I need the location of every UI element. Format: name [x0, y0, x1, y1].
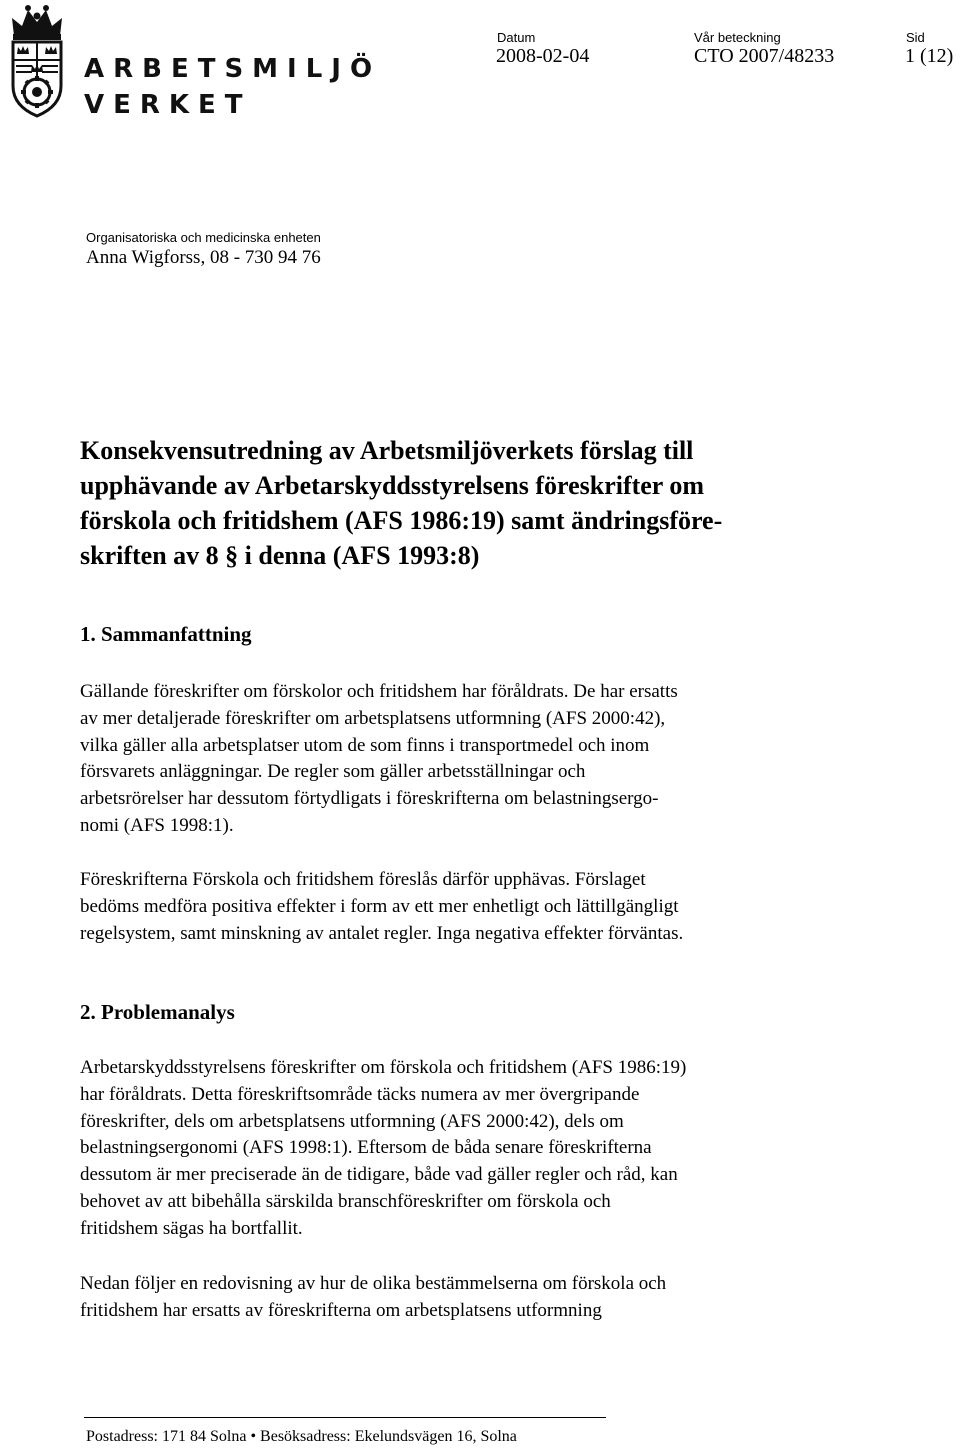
paragraph [80, 1055, 880, 1243]
logo-text-line2: VERKET [84, 90, 252, 120]
footer-address: Postadress: 171 84 Solna • Besöksadress: Ekelundsvägen 16, Solna [86, 1428, 517, 1445]
paragraph [80, 1271, 880, 1325]
reference-label: Vår beteckning [694, 30, 781, 45]
text-line: dessutom är mer preciserade än de tidigare, både vad gäller regler och råd, kan [80, 1164, 678, 1186]
logo-text-line1: ARBETSMILJÖ [84, 54, 382, 84]
text-line: av mer detaljerade föreskrifter om arbetsplatsens utformning (AFS 2000:42), [80, 707, 666, 729]
section-heading-sammanfattning: 1. Sammanfattning [80, 622, 252, 646]
text-line: Arbetarskyddsstyrelsens föreskrifter om förskola och fritidshem (AFS 1986:19) [80, 1057, 687, 1078]
text-line: Nedan följer en redovisning av hur de olika bestämmelserna om förskola och [80, 1273, 667, 1294]
department-unit: Organisatoriska och medicinska enheten [86, 230, 321, 245]
text-line: bedöms medföra positiva effekter i form av ett mer enhetligt och lättillgängligt [80, 895, 679, 917]
reference-value: CTO 2007/48233 [694, 45, 835, 67]
page-value: 1 (12) [905, 45, 954, 67]
text-line: arbetsrörelser har dessutom förtydligats i föreskrifterna om belastningsergo- [80, 788, 659, 810]
paragraph [80, 867, 880, 947]
text-line: fritidshem sägas ha bortfallit. [80, 1217, 303, 1239]
document-title [80, 433, 890, 573]
text-line: Gällande föreskrifter om förskolor och fritidshem har föråldrats. De har ersatts [80, 681, 678, 702]
title-line: förskola och fritidshem (AFS 1986:19) samt ändringsföre- [80, 506, 723, 535]
paragraph [80, 679, 880, 840]
text-line: fritidshem har ersatts av föreskrifterna om arbetsplatsens utformning [80, 1299, 602, 1321]
title-line: skriften av 8 § i denna (AFS 1993:8) [80, 541, 480, 570]
crown-emblem-icon [4, 2, 70, 120]
text-line: belastningsergonomi (AFS 1998:1). Eftersom de båda senare föreskrifterna [80, 1137, 652, 1159]
footer-divider [84, 1417, 606, 1418]
text-line: behovet av att bibehålla särskilda branschföreskrifter om förskola och [80, 1190, 611, 1212]
title-line: Konsekvensutredning av Arbetsmiljöverkets förslag till [80, 436, 694, 465]
date-label: Datum [497, 30, 536, 45]
text-line: nomi (AFS 1998:1). [80, 814, 234, 836]
contact-person: Anna Wigforss, 08 - 730 94 76 [86, 247, 321, 268]
text-line: regelsystem, samt minskning av antalet regler. Inga negativa effekter förväntas. [80, 922, 684, 944]
page-label: Sid [906, 30, 925, 45]
text-line: försvarets anläggningar. De regler som gäller arbetsställningar och [80, 761, 586, 783]
text-line: vilka gäller alla arbetsplatser utom de som finns i transportmedel och inom [80, 734, 650, 756]
text-line: föreskrifter, dels om arbetsplatsens utformning (AFS 2000:42), dels om [80, 1110, 624, 1132]
text-line: har föråldrats. Detta föreskriftsområde täcks numera av mer övergripande [80, 1083, 640, 1105]
date-value: 2008-02-04 [496, 45, 590, 67]
section-heading-problemanalys: 2. Problemanalys [80, 1000, 235, 1024]
title-line: upphävande av Arbetarskyddsstyrelsens föreskrifter om [80, 471, 705, 500]
text-line: Föreskrifterna Förskola och fritidshem föreslås därför upphävas. Förslaget [80, 869, 646, 890]
